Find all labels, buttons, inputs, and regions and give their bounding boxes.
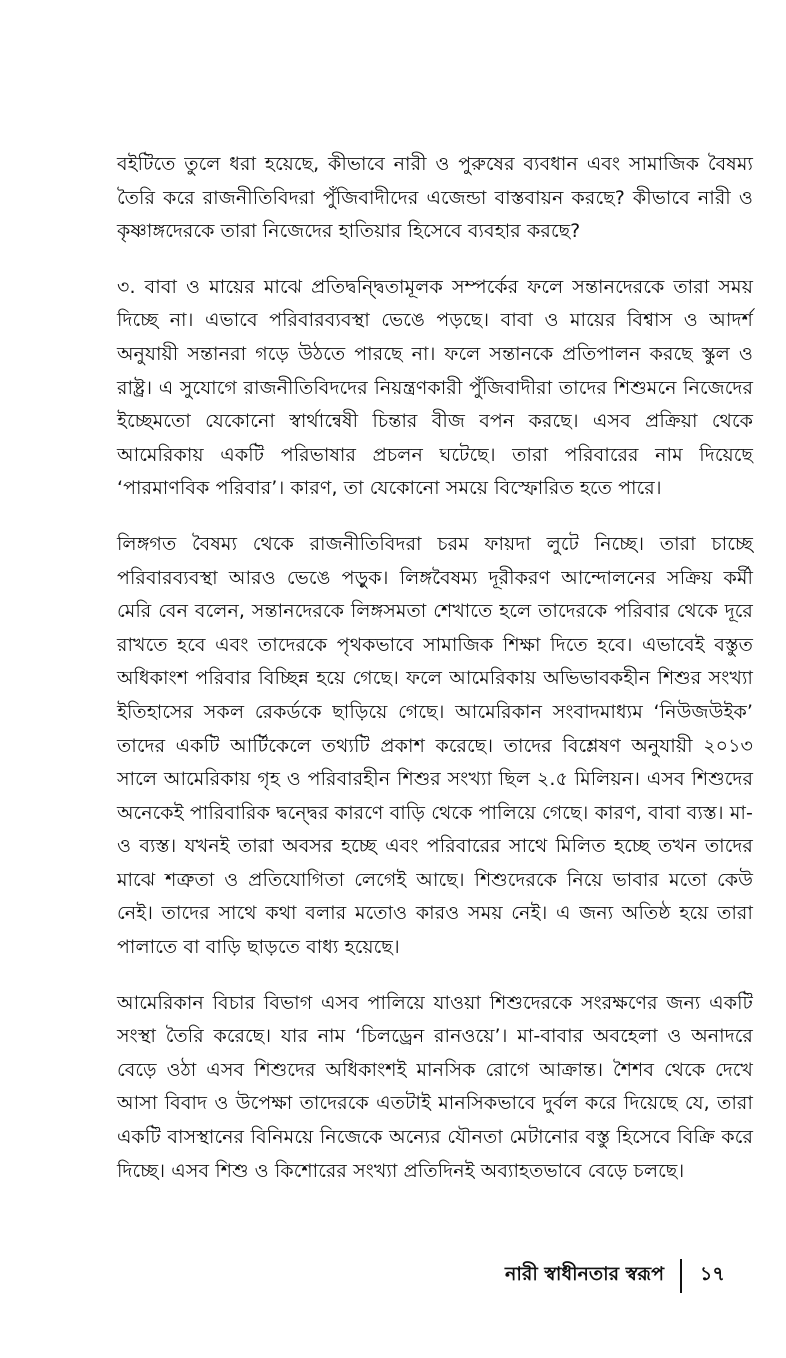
page-number: ১৭ bbox=[700, 1263, 725, 1285]
page-footer bbox=[505, 1256, 740, 1296]
paragraph-4: আমেরিকান বিচার বিভাগ এসব পালিয়ে যাওয়া শিশুদেরকে সংরক্ষণের জন্য একটি সংস্থা তৈরি করেছে। যার নাম ‘চিলড্রেন রানওয়ে’। মা-বাবার অবহেলা ও অনাদরে বেড়ে ওঠা এসব শিশুদের অধিকাংশই মানসিক রোগে আক্রান্ত। শৈশব থেকে দেখে আসা বিবাদ ও উপেক্ষা তাদেরকে এতটাই মানসিকভাবে দুর্বল করে দিয়েছে যে, তারা একটি বাসস্থানের বিনিময়ে নিজেকে অন্যের যৌনতা মেটানোর বস্তু হিসেবে বিক্রি করে দিচ্ছে। এসব শিশু ও কিশোরের সংখ্যা প্রতিদিনই অব্যাহতভাবে বেড়ে চলছে। bbox=[117, 991, 753, 1182]
page-body bbox=[117, 148, 753, 1188]
paragraph-1: বইটিতে তুলে ধরা হয়েছে, কীভাবে নারী ও পুরুষের ব্যবধান এবং সামাজিক বৈষম্য তৈরি করে রাজনীতিবিদরা পুঁজিবাদীদের এজেন্ডা বাস্তবায়ন করছে? কীভাবে নারী ও কৃষ্ণাঙ্গদেরকে তারা নিজেদের হাতিয়ার হিসেবে ব্যবহার করছে? bbox=[117, 153, 753, 243]
running-title: নারী স্বাধীনতার স্বরূপ bbox=[505, 1263, 664, 1285]
paragraph-2: ৩. বাবা ও মায়ের মাঝে প্রতিদ্বন্দ্বিতামূলক সম্পর্কের ফলে সন্তানদেরকে তারা সময় দিচ্ছে না। এভাবে পরিবারব্যবস্থা ভেঙে পড়ছে। বাবা ও মায়ের বিশ্বাস ও আদর্শ অনুযায়ী সন্তানরা গড়ে উঠতে পারছে না। ফলে সন্তানকে প্রতিপালন করছে স্কুল ও রাষ্ট্র। এ সুযোগে রাজনীতিবিদদের নিয়ন্ত্রণকারী পুঁজিবাদীরা তাদের শিশুমনে নিজেদের ইচ্ছেমতো যেকোনো স্বার্থান্বেষী চিন্তার বীজ বপন করছে। এসব প্রক্রিয়া থেকে আমেরিকায় একটি পরিভাষার প্রচলন ঘটেছে। তারা পরিবারের নাম দিয়েছে ‘পারমাণবিক পরিবার’। কারণ, তা যেকোনো সময়ে বিস্ফোরিত হতে পারে। bbox=[117, 275, 753, 500]
paragraph-3: লিঙ্গগত বৈষম্য থেকে রাজনীতিবিদরা চরম ফায়দা লুটে নিচ্ছে। তারা চাচ্ছে পরিবারব্যবস্থা আরও ভেঙে পড়ুক। লিঙ্গবৈষম্য দূরীকরণ আন্দোলনের সক্রিয় কর্মী মেরি বেন বলেন, সন্তানদেরকে লিঙ্গসমতা শেখাতে হলে তাদেরকে পরিবার থেকে দূরে রাখতে হবে এবং তাদেরকে পৃথকভাবে সামাজিক শিক্ষা দিতে হবে। এভাবেই বস্তুত অধিকাংশ পরিবার বিচ্ছিন্ন হয়ে গেছে। ফলে আমেরিকায় অভিভাবকহীন শিশুর সংখ্যা ইতিহাসের সকল রেকর্ডকে ছাড়িয়ে গেছে। আমেরিকান সংবাদমাধ্যম ‘নিউজউইক’ তাদের একটি আর্টিকেলে তথ্যটি প্রকাশ করেছে। তাদের বিশ্লেষণ অনুযায়ী ২০১৩ সালে আমেরিকায় গৃহ ও পরিবারহীন শিশুর সংখ্যা ছিল ২.৫ মিলিয়ন। এসব শিশুদের অনেকেই পারিবারিক দ্বন্দ্বের কারণে বাড়ি থেকে পালিয়ে গেছে। কারণ, বাবা ব্যস্ত। মা-ও ব্যস্ত। যখনই তারা অবসর হচ্ছে এবং পরিবারের সাথে মিলিত হচ্ছে তখন তাদের মাঝে শত্রুতা ও প্রতিযোগিতা লেগেই আছে। শিশুদেরকে নিয়ে ভাবার মতো কেউ নেই। তাদের সাথে কথা বলার মতোও কারও সময় নেই। এ জন্য অতিষ্ঠ হয়ে তারা পালাতে বা বাড়ি ছাড়তে বাধ্য হয়েছে। bbox=[117, 532, 753, 959]
